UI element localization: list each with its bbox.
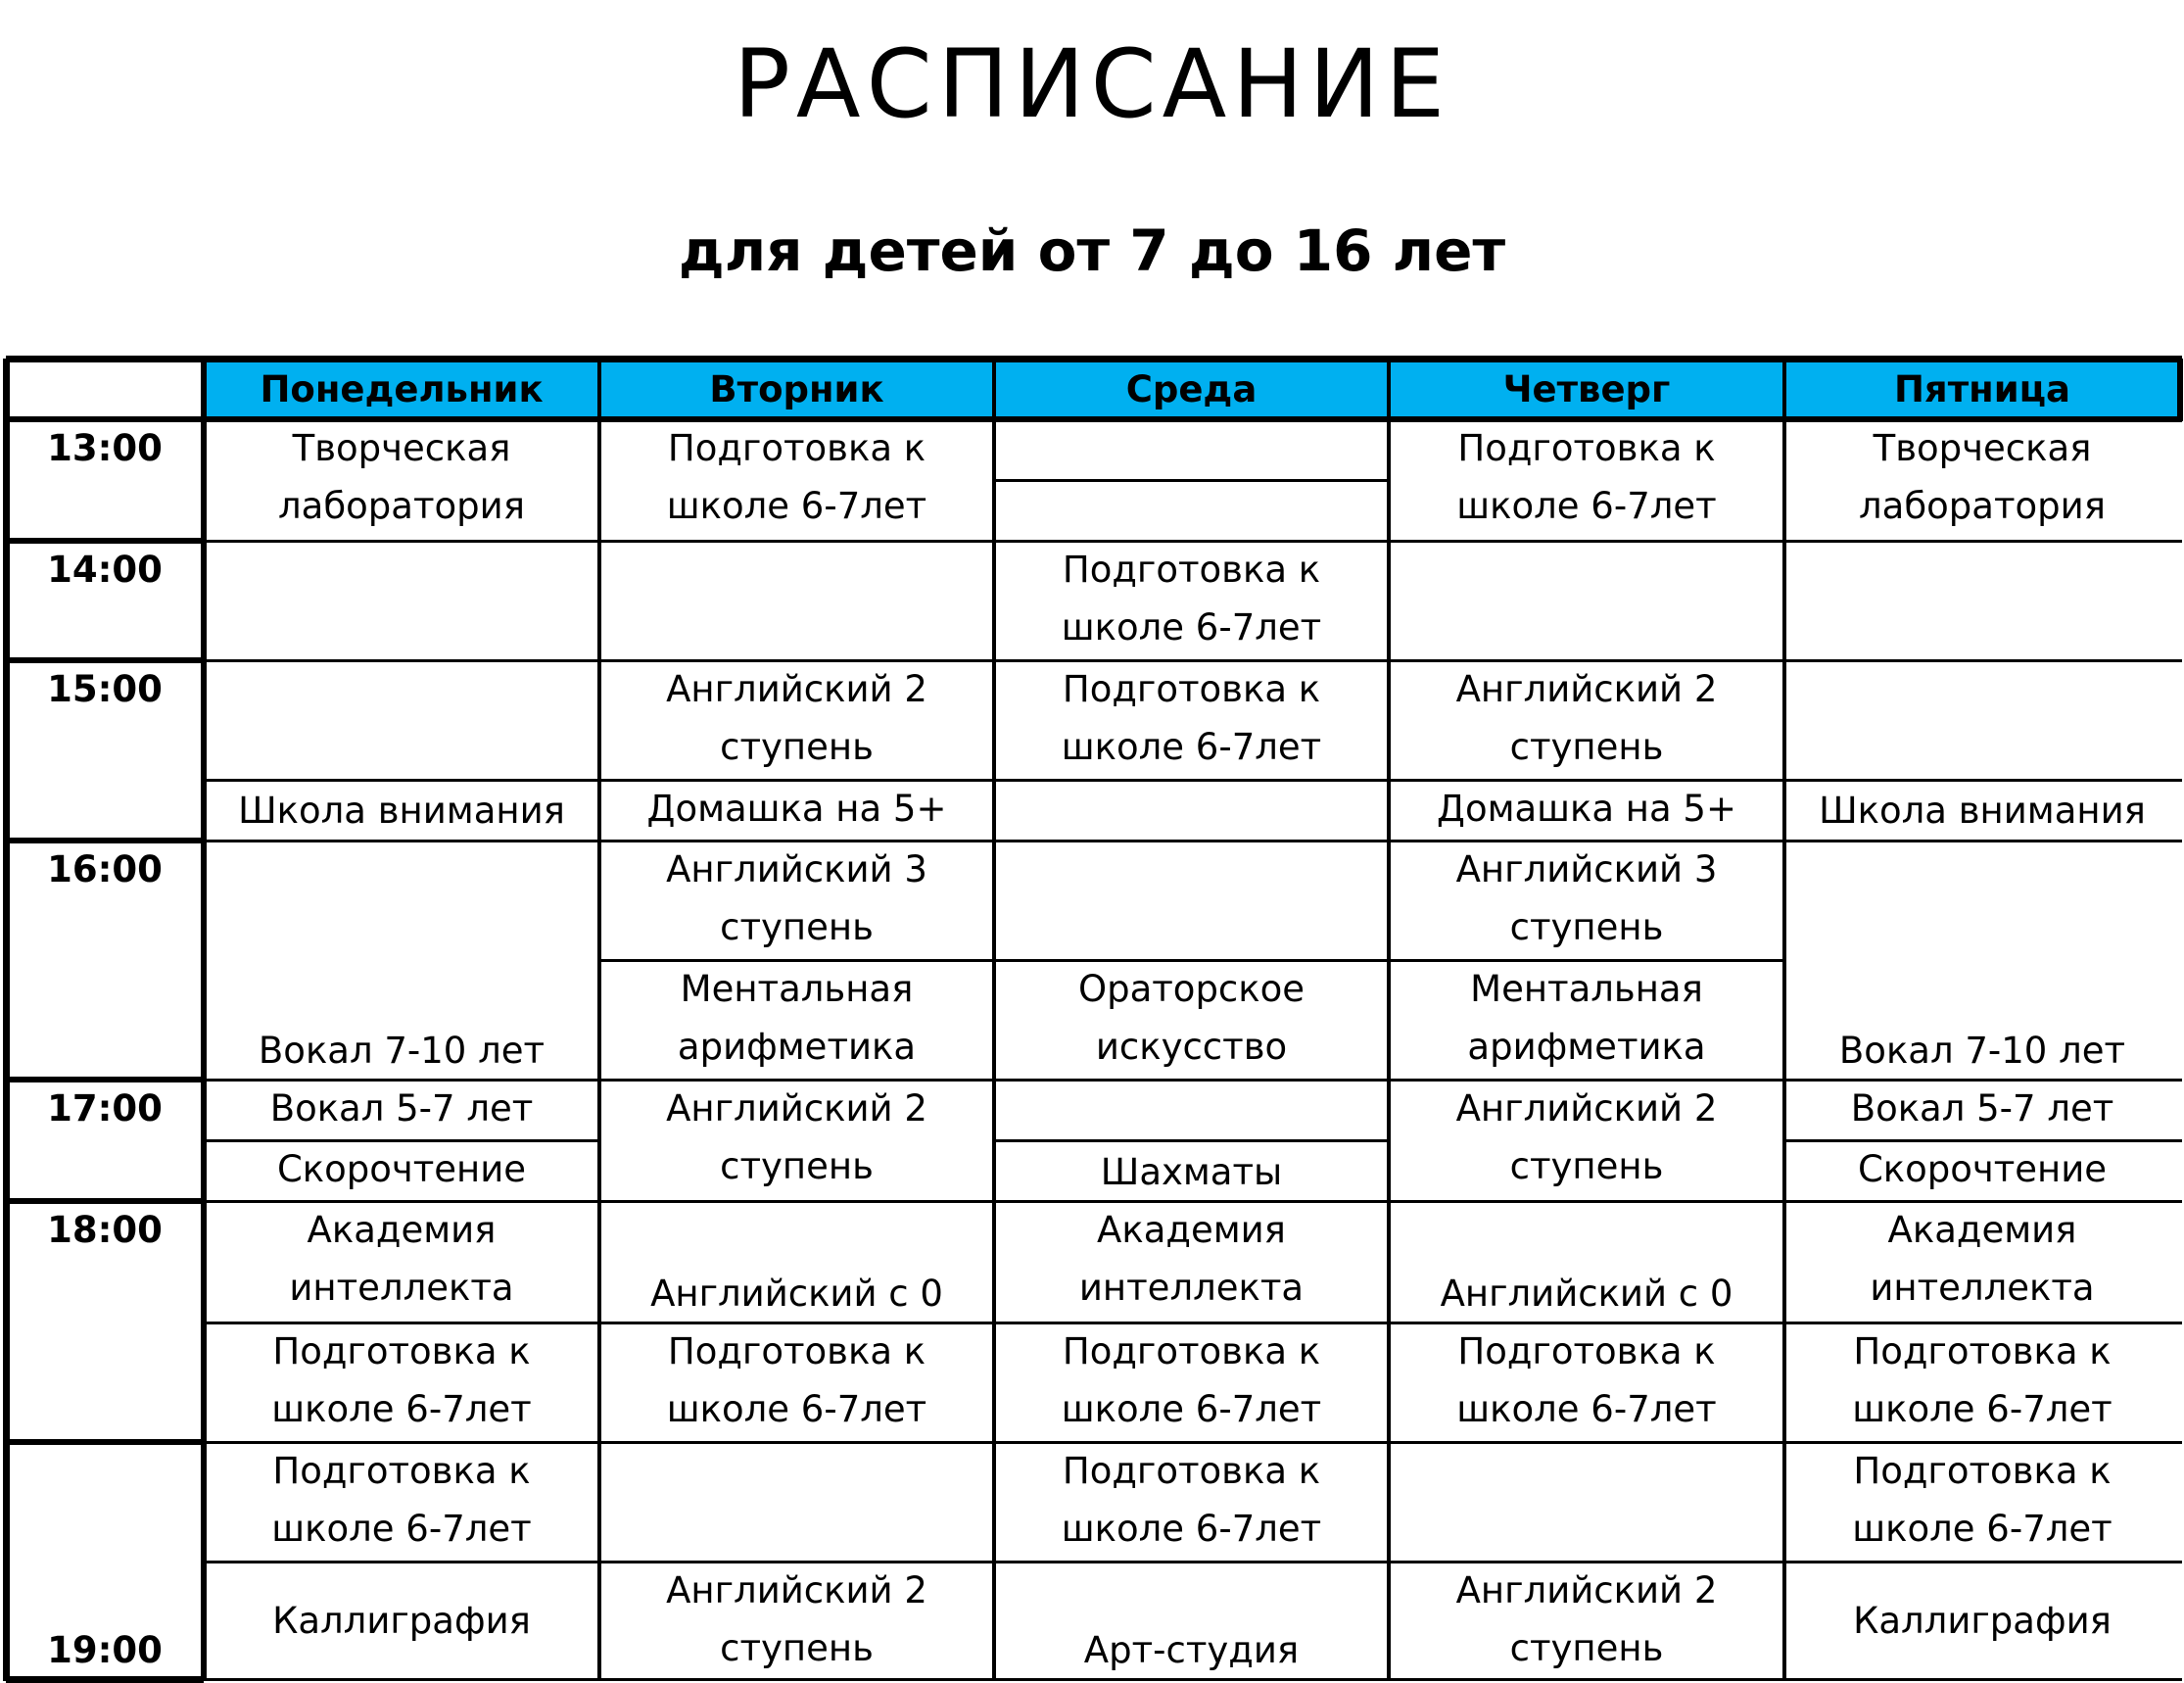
schedule-cell	[599, 660, 994, 780]
class-name: Вокал 5-7 лет	[269, 1087, 534, 1130]
grid-line-vertical	[1782, 359, 1786, 1681]
schedule-cell	[1784, 841, 2180, 1080]
class-name: Подготовка к школе 6-7лет	[1061, 668, 1322, 768]
schedule-cell	[599, 1080, 994, 1201]
schedule-cell	[204, 1201, 599, 1322]
day-label: Понедельник	[260, 367, 544, 410]
schedule-cell	[1389, 1562, 1784, 1679]
time-label	[6, 419, 204, 541]
time-label	[6, 1201, 204, 1442]
class-name: Вокал 7-10 лет	[258, 1030, 546, 1072]
class-name: Творческая лаборатория	[278, 427, 525, 527]
schedule-cell	[994, 1442, 1389, 1562]
class-name: Скорочтение	[1857, 1148, 2108, 1190]
schedule-cell	[599, 1562, 994, 1679]
class-name: Творческая лаборатория	[1859, 427, 2106, 527]
day-label: Пятница	[1893, 367, 2071, 410]
schedule-cell	[1389, 1080, 1784, 1201]
schedule-cell	[1784, 419, 2180, 541]
grid-line-horizontal	[204, 1441, 2182, 1444]
grid-line-horizontal	[204, 779, 2182, 782]
day-label: Четверг	[1502, 367, 1671, 410]
schedule-cell	[1784, 780, 2180, 841]
class-name: Вокал 7-10 лет	[1838, 1030, 2126, 1072]
day-header	[1389, 359, 1784, 419]
schedule-cell	[994, 660, 1389, 780]
time-text: 15:00	[47, 668, 163, 710]
class-name: Академия интеллекта	[1078, 1209, 1305, 1309]
schedule-cell	[204, 1562, 599, 1679]
schedule-cell	[204, 1140, 599, 1201]
time-text: 13:00	[47, 427, 163, 469]
class-name: Вокал 5-7 лет	[1850, 1087, 2114, 1130]
schedule-cell	[204, 1442, 599, 1562]
class-name: Подготовка к школе 6-7лет	[1456, 427, 1717, 527]
class-name: Ораторское искусство	[1077, 968, 1306, 1068]
time-label	[6, 1442, 204, 1679]
class-name: Арт-студия	[1083, 1629, 1300, 1671]
grid-line-horizontal	[204, 840, 2182, 842]
schedule-cell	[599, 960, 994, 1080]
schedule-cell	[994, 1322, 1389, 1442]
class-name: Каллиграфия	[272, 1599, 531, 1642]
class-name: Подготовка к школе 6-7лет	[1852, 1450, 2113, 1550]
schedule-cell	[1784, 1080, 2180, 1140]
grid-line-horizontal	[994, 479, 1389, 482]
schedule-cell	[1389, 1322, 1784, 1442]
grid-line-horizontal	[204, 1200, 2182, 1203]
grid-line-vertical	[1387, 359, 1391, 1681]
class-name: Английский с 0	[650, 1273, 943, 1315]
page-subtitle: для детей от 7 до 16 лет	[678, 217, 1506, 284]
schedule-cell	[1389, 1201, 1784, 1322]
class-name: Английский 2 ступень	[1455, 668, 1718, 768]
class-name: Английский 2 ступень	[666, 1087, 927, 1187]
class-name: Подготовка к школе 6-7лет	[1852, 1330, 2113, 1430]
grid-line-horizontal	[6, 1198, 204, 1204]
class-name: Английский 3 ступень	[666, 848, 927, 948]
class-name: Шахматы	[1100, 1151, 1283, 1193]
grid-line-horizontal	[204, 659, 2182, 662]
schedule-cell	[1784, 1140, 2180, 1201]
schedule-cell	[204, 419, 599, 541]
day-header	[204, 359, 599, 419]
schedule-cell	[204, 1080, 599, 1140]
schedule-cell	[1784, 1322, 2180, 1442]
class-name: Подготовка к школе 6-7лет	[1061, 1330, 1322, 1430]
schedule-cell	[994, 1562, 1389, 1679]
time-label	[6, 1080, 204, 1201]
day-header	[994, 359, 1389, 419]
grid-line-horizontal	[6, 356, 2182, 362]
schedule-cell	[1389, 780, 1784, 841]
grid-line-vertical	[992, 359, 996, 1681]
grid-line-horizontal	[204, 1139, 599, 1142]
schedule-table	[0, 353, 2184, 1681]
grid-line-vertical	[597, 359, 601, 1681]
class-name: Скорочтение	[276, 1148, 527, 1190]
class-name: Домашка на 5+	[646, 788, 947, 830]
grid-line-vertical	[2177, 359, 2183, 421]
schedule-cell	[599, 780, 994, 841]
time-text: 14:00	[47, 549, 163, 591]
class-name: Английский 2 ступень	[1455, 1087, 1718, 1187]
schedule-cell	[994, 1201, 1389, 1322]
schedule-cell	[1389, 960, 1784, 1080]
time-label	[6, 541, 204, 660]
grid-line-horizontal	[6, 1439, 204, 1445]
grid-line-horizontal	[204, 1322, 2182, 1324]
grid-line-horizontal	[1784, 1139, 2182, 1142]
class-name: Подготовка к школе 6-7лет	[666, 1330, 927, 1430]
class-name: Английский 2 ступень	[666, 668, 927, 768]
schedule-cell	[994, 1140, 1389, 1201]
grid-line-horizontal	[6, 1676, 204, 1683]
schedule-cell	[599, 841, 994, 960]
time-text: 18:00	[47, 1209, 163, 1251]
class-name: Английский 2 ступень	[1455, 1569, 1718, 1669]
day-label: Вторник	[709, 367, 884, 410]
class-name: Подготовка к школе 6-7лет	[1456, 1330, 1717, 1430]
class-name: Академия интеллекта	[289, 1209, 514, 1309]
class-name: Академия интеллекта	[1870, 1209, 2095, 1309]
class-name: Подготовка к школе 6-7лет	[271, 1330, 532, 1430]
schedule-cell	[1784, 1442, 2180, 1562]
page-title: РАСПИСАНИЕ	[734, 29, 1450, 139]
day-label: Среда	[1125, 367, 1258, 410]
time-label	[6, 841, 204, 1080]
class-name: Английский с 0	[1440, 1273, 1733, 1315]
grid-line-horizontal	[204, 1561, 2182, 1563]
grid-line-horizontal	[6, 416, 2182, 422]
grid-line-horizontal	[6, 657, 204, 663]
schedule-cell	[204, 780, 599, 841]
class-name: Подготовка к школе 6-7лет	[1061, 549, 1322, 649]
schedule-cell	[994, 960, 1389, 1080]
class-name: Подготовка к школе 6-7лет	[271, 1450, 532, 1550]
class-name: Каллиграфия	[1853, 1599, 2112, 1642]
grid-line-horizontal	[204, 540, 2182, 543]
class-name: Домашка на 5+	[1437, 788, 1736, 830]
schedule-cell	[1389, 660, 1784, 780]
schedule-cell	[599, 1322, 994, 1442]
grid-line-horizontal	[6, 838, 204, 843]
class-name: Ментальная арифметика	[677, 968, 917, 1068]
schedule-cell	[599, 1201, 994, 1322]
day-header	[1784, 359, 2180, 419]
time-text: 19:00	[47, 1629, 163, 1671]
class-name: Английский 3 ступень	[1455, 848, 1718, 948]
class-name: Школа внимания	[1819, 789, 2146, 832]
class-name: Школа внимания	[238, 789, 565, 832]
time-label	[6, 660, 204, 841]
grid-line-horizontal	[599, 959, 1784, 962]
class-name: Подготовка к школе 6-7лет	[666, 427, 927, 527]
grid-line-horizontal	[6, 538, 204, 544]
time-text: 17:00	[47, 1087, 163, 1130]
time-text: 16:00	[47, 848, 163, 890]
grid-line-vertical	[201, 359, 207, 1681]
schedule-cell	[1784, 1562, 2180, 1679]
schedule-cell	[994, 541, 1389, 660]
schedule-cell	[204, 841, 599, 1080]
schedule-cell	[599, 419, 994, 541]
grid-line-vertical	[3, 359, 10, 1681]
class-name: Подготовка к школе 6-7лет	[1061, 1450, 1322, 1550]
schedule-cell	[1389, 419, 1784, 541]
schedule-cell	[1389, 841, 1784, 960]
class-name: Английский 2 ступень	[666, 1569, 927, 1669]
day-header	[599, 359, 994, 419]
grid-line-horizontal	[994, 1139, 1389, 1142]
grid-line-horizontal	[204, 1079, 2182, 1082]
grid-line-horizontal	[6, 1077, 204, 1082]
schedule-cell	[1784, 1201, 2180, 1322]
schedule-cell	[204, 1322, 599, 1442]
class-name: Ментальная арифметика	[1467, 968, 1706, 1068]
